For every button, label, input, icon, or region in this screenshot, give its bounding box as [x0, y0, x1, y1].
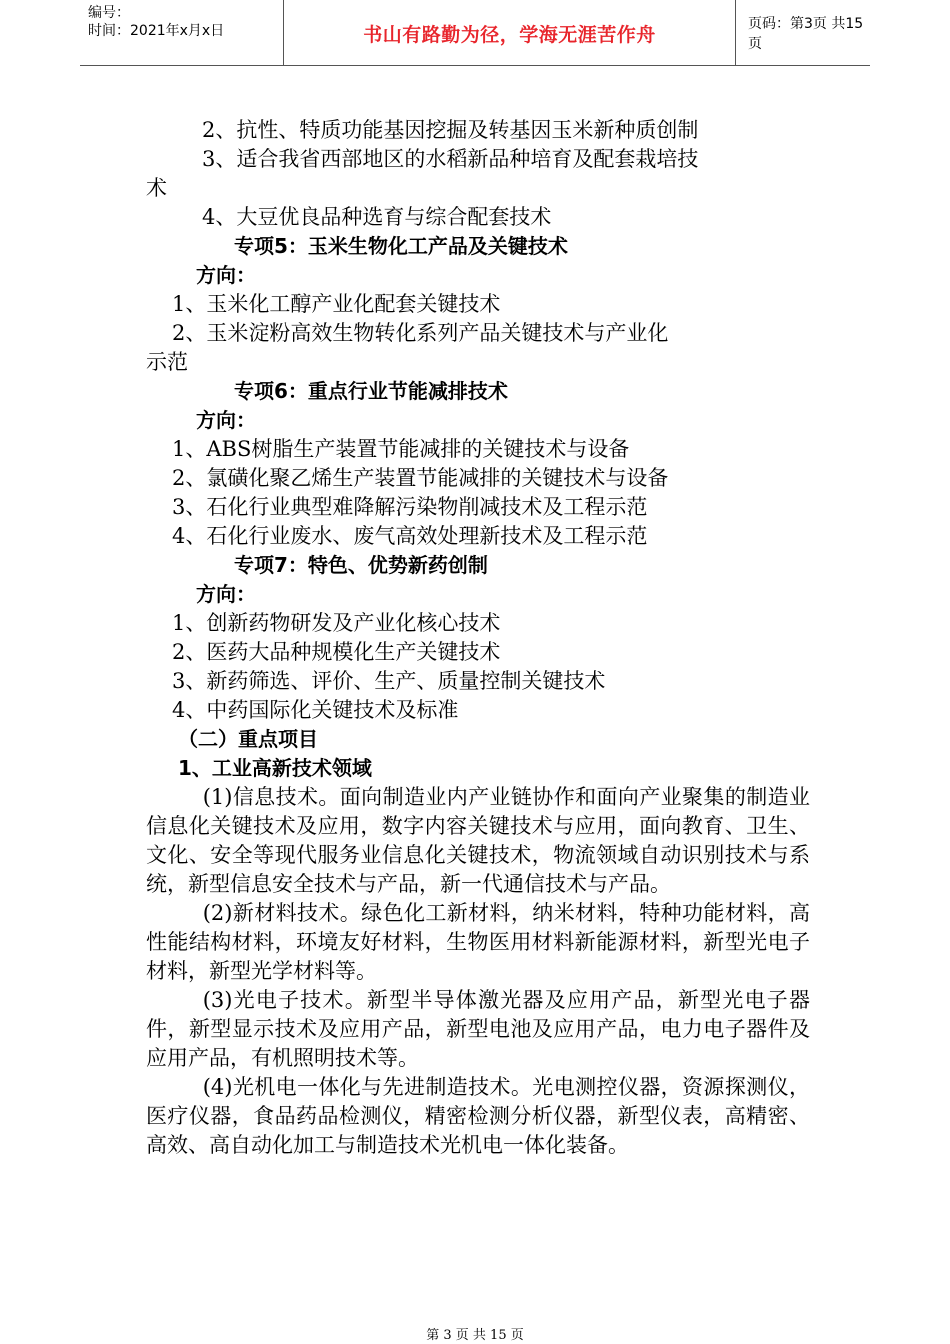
list-item: 2、抗性、特质功能基因挖掘及转基因玉米新种质创制 — [202, 118, 699, 142]
paragraph: (3)光电子技术。新型半导体激光器及应用产品，新型光电子器件，新型显示技术及应用产品，新型电池及应用产品，电力电子器件及应用产品，有机照明技术等。 — [146, 988, 810, 1070]
section-heading: 专项6：重点行业节能减排技术 — [234, 379, 508, 403]
section-heading: 专项7：特色、优势新药创制 — [234, 553, 488, 577]
subsection-heading: （二）重点项目 — [178, 727, 318, 751]
paragraph: (1)信息技术。面向制造业内产业链协作和面向产业聚集的制造业信息化关键技术及应用，数字内容关键技术与应用，面向教育、卫生、文化、安全等现代服务业信息化关键技术，物流领域自动识别技术与系统，新型信息安全技术与产品，新一代通信技术与产品。 — [146, 785, 810, 896]
list-item: 4、石化行业废水、废气高效处理新技术及工程示范 — [172, 524, 648, 548]
page-footer: 第 3 页 共 15 页 — [426, 1328, 524, 1343]
list-item: 3、新药筛选、评价、生产、质量控制关键技术 — [172, 669, 606, 693]
paragraph: (2)新材料技术。绿色化工新材料，纳米材料，特种功能材料，高性能结构材料，环境友好材料，生物医用材料新能源材料，新型光电子材料，新型光学材料等。 — [146, 901, 810, 983]
doc-number-label: 编号： — [88, 5, 130, 21]
list-item: 2、玉米淀粉高效生物转化系列产品关键技术与产业化 — [172, 321, 669, 345]
list-item-continuation: 术 — [146, 176, 167, 200]
header-page-number: 页码：第3页 共15页 — [748, 16, 864, 52]
list-item: 2、医药大品种规模化生产关键技术 — [172, 640, 501, 664]
direction-label: 方向： — [196, 408, 256, 432]
header-meta — [80, 0, 284, 66]
list-item: 4、中药国际化关键技术及标准 — [172, 698, 459, 722]
section-heading: 专项5：玉米生物化工产品及关键技术 — [234, 234, 568, 258]
list-item: 4、大豆优良品种选育与综合配套技术 — [202, 205, 552, 229]
list-item: 1、创新药物研发及产业化核心技术 — [172, 611, 501, 635]
paragraph: (4)光机电一体化与先进制造技术。光电测控仪器，资源探测仪，医疗仪器，食品药品检测仪，精密检测分析仪器，新型仪表，高精密、高效、高自动化加工与制造技术光机电一体化装备。 — [146, 1075, 810, 1157]
list-item: 1、玉米化工醇产业化配套关键技术 — [172, 292, 501, 316]
page-header — [80, 0, 870, 66]
header-page-cell — [736, 0, 870, 66]
doc-time-label: 时间：2021年x月x日 — [88, 23, 225, 39]
list-item: 2、氯磺化聚乙烯生产装置节能减排的关键技术与设备 — [172, 466, 669, 490]
document-body — [146, 116, 810, 1160]
list-item: 3、石化行业典型难降解污染物削减技术及工程示范 — [172, 495, 648, 519]
direction-label: 方向： — [196, 582, 256, 606]
subsection-heading: 1、工业高新技术领域 — [178, 756, 372, 780]
header-motto-cell — [284, 0, 736, 66]
direction-label: 方向： — [196, 263, 256, 287]
list-item: 3、适合我省西部地区的水稻新品种培育及配套栽培技 — [202, 147, 699, 171]
header-motto: 书山有路勤为径，学海无涯苦作舟 — [363, 23, 656, 46]
list-item: 1、ABS树脂生产装置节能减排的关键技术与设备 — [172, 437, 630, 461]
list-item-continuation: 示范 — [146, 350, 188, 374]
